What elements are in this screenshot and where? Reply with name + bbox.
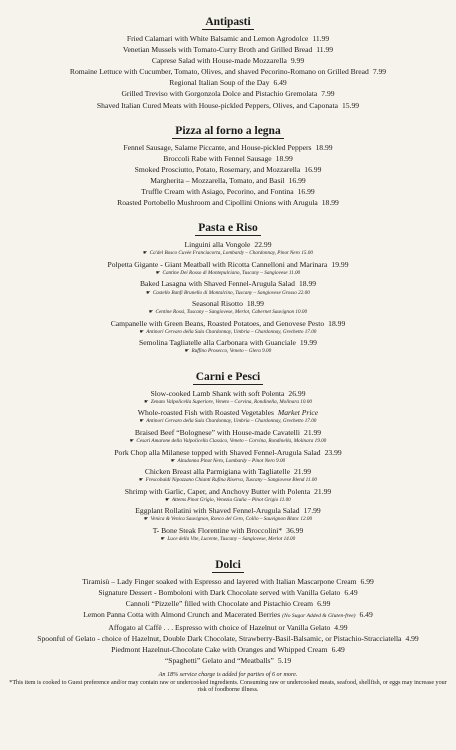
menu-item-price: 6.99 [360, 576, 374, 586]
service-charge-note: An 18% service charge is added for parties of 6 or more. [158, 672, 298, 679]
pointing-hand-icon: ☛ [142, 250, 148, 257]
menu-item-price: 6.49 [344, 587, 358, 597]
menu-item [6, 644, 450, 655]
menu-item-price: 11.99 [316, 45, 334, 55]
menu-item [6, 142, 450, 153]
item-list [6, 388, 450, 543]
menu-item-name: Baked Lasagna with Shaved Fennel-Arugula Salad [139, 279, 295, 289]
wine-pairing [6, 438, 450, 445]
menu-item-price: 21.99 [304, 427, 322, 437]
menu-item-name: Truffle Cream with Asiago, Pecorino, and Fontina [141, 187, 294, 197]
section-title: Pizza al forno a legna [172, 124, 283, 139]
wine-pairing-text: Cesari Amarone della Valpolicella Classico, Veneto – Corvina, Rondinella, Molinara 19.00 [136, 438, 327, 445]
menu-item-price: 21.99 [314, 486, 332, 496]
menu-item-name: Semolina Tagliatelle alla Carbonara with Guanciale [139, 338, 296, 348]
menu-item-name: Tiramisù – Lady Finger soaked with Espresso and layered with Italian Mascarpone Cream [82, 576, 357, 586]
menu-item [6, 466, 450, 477]
section-antipasti [6, 12, 450, 111]
menu-item-name: Seasonal Risotto [192, 299, 243, 308]
menu-item-price: 6.49 [359, 609, 373, 619]
item-list [6, 33, 450, 111]
spacer [6, 545, 450, 555]
menu-item-price: 19.99 [331, 259, 349, 269]
menu-item-price: 18.99 [328, 318, 346, 328]
menu-item-price: 9.99 [290, 56, 305, 66]
menu-item-name: Campanelle with Green Beans, Roasted Potatoes, and Genovese Pesto [110, 318, 325, 328]
pointing-hand-icon: ☛ [144, 398, 149, 405]
section-pizza [6, 121, 450, 209]
wine-pairing-text: Attems Pinot Grigio, Venezia Giulia – Pinot Grigio 11.00 [171, 496, 291, 503]
spacer [6, 208, 450, 218]
spacer [6, 357, 450, 367]
menu-item-price: 16.99 [304, 164, 322, 174]
section-title: Antipasti [202, 15, 253, 30]
menu-item-name: Venetian Mussels with Tomato-Curry Broth and Grilled Bread [122, 45, 313, 55]
pointing-hand-icon: ☛ [165, 496, 170, 503]
menu-item-price: 15.99 [341, 100, 360, 110]
menu-item-price: 18.99 [275, 153, 293, 163]
pointing-hand-icon: ☛ [155, 269, 161, 276]
wine-pairing [6, 536, 450, 543]
menu-item-price: Market Price [277, 408, 319, 418]
menu-item-price: 4.99 [334, 622, 348, 632]
spacer [6, 111, 450, 121]
menu-item [6, 525, 450, 536]
menu-item-price: 6.49 [331, 645, 345, 655]
menu-item-price: 18.99 [246, 299, 264, 308]
menu-item-name: Linguini alla Vongole [184, 240, 251, 250]
menu-item [6, 318, 450, 329]
menu-item [6, 298, 450, 309]
wine-pairing [6, 477, 450, 484]
menu-item [6, 175, 450, 186]
menu-item [6, 197, 450, 208]
pointing-hand-icon: ☛ [160, 536, 166, 543]
wine-pairing [6, 418, 450, 425]
pointing-hand-icon: ☛ [139, 328, 145, 335]
menu-item-price: 17.99 [303, 506, 321, 516]
wine-pairing [6, 516, 450, 523]
menu-item-name: Cannoli “Pizzelle” filled with Chocolate and Pistachio Cream [125, 598, 314, 608]
menu-item [6, 44, 450, 55]
menu-item [6, 66, 450, 77]
menu-item-name: Caprese Salad with House-made Mozzarella [151, 56, 287, 66]
menu-item-price: 16.99 [288, 175, 306, 185]
menu-item [6, 88, 450, 99]
menu-item [6, 278, 450, 289]
wine-pairing [6, 497, 450, 504]
menu-item-name: Pork Chop alla Milanese topped with Shaved Fennel-Arugula Salad [114, 447, 321, 457]
wine-pairing [6, 399, 450, 406]
menu-item-name: Margherita – Mozzarella, Tomato, and Basil [150, 175, 285, 185]
item-list [6, 142, 450, 209]
menu-item [6, 486, 450, 497]
pointing-hand-icon: ☛ [139, 418, 145, 425]
menu-item [6, 77, 450, 88]
menu-item-note: (No Sugar Added & Gluten-free) [282, 612, 356, 619]
section-dolci [6, 555, 450, 667]
menu-item-name: Roasted Portobello Mushroom and Cipollini Onions with Arugula [117, 198, 318, 208]
wine-pairing [6, 458, 450, 465]
menu-item-name: Shaved Italian Cured Meats with House-pickled Peppers, Olives, and Caponata [96, 100, 338, 110]
menu-item [6, 633, 450, 644]
section-title: Carni e Pesci [193, 370, 264, 385]
pointing-hand-icon: ☛ [143, 516, 149, 523]
menu-item-price: 21.99 [293, 467, 312, 477]
pointing-hand-icon: ☛ [129, 438, 135, 445]
menu-item [6, 164, 450, 175]
section-title: Pasta e Riso [195, 221, 260, 236]
wine-pairing-text: Antinori Cervaro della Sala Chardonnay, Umbria – Chardonnay, Grechetto 17.00 [146, 328, 317, 335]
wine-pairing [6, 290, 450, 297]
menu-item-price: 23.99 [324, 447, 342, 457]
footer [6, 672, 450, 695]
menu-item [6, 388, 450, 399]
menu-item-price: 19.99 [299, 338, 317, 348]
menu-item-name: Whole-roasted Fish with Roasted Vegetables [137, 408, 274, 418]
menu-item [6, 100, 450, 111]
section-title: Dolci [212, 558, 244, 573]
pointing-hand-icon: ☛ [139, 477, 144, 484]
menu-item-price: 18.99 [315, 142, 333, 152]
menu-item-name: Romaine Lettuce with Cucumber, Tomato, Olives, and shaved Pecorino-Romano on Grilled Bread [69, 67, 369, 77]
menu-item [6, 427, 450, 438]
menu-item-price: 16.99 [297, 187, 315, 197]
menu-item [6, 609, 450, 622]
menu-item-name: “Spaghetti” Gelato and “Meatballs” [164, 656, 274, 666]
menu-item-name: Shrimp with Garlic, Caper, and Anchovy Butter with Polenta [124, 486, 311, 496]
menu-item [6, 447, 450, 458]
wine-pairing [6, 329, 450, 336]
wine-pairing-text: Ca'del Bosco Cuvée Franciacorta, Lombardy – Chardonnay, Pinot Nero 15.00 [149, 250, 313, 257]
menu-item [6, 598, 450, 609]
menu-item-price: 11.99 [312, 34, 330, 43]
menu-item-name: Chicken Breast alla Parmigiana with Tagliatelle [144, 467, 290, 477]
menu-item-price: 18.99 [298, 279, 317, 289]
menu-item-name: Lemon Panna Cotta with Almond Crunch and Macerated Berries [83, 609, 281, 619]
raw-food-disclaimer: *This item is cooked to Guest preference and/or may contain raw or undercooked ingredients. Consuming raw or undercooked meats, seafood, shellfish, or eggs may increase your risk of foodborne illness. [9, 679, 447, 694]
menu-item [6, 587, 450, 598]
menu-item [6, 186, 450, 197]
menu-item [6, 622, 450, 633]
menu-item-name: Braised Beef “Bolognese” with House-made Cavatelli [134, 427, 301, 437]
menu-item-name: Polpetta Gigante - Giant Meatball with Ricotta Cannelloni and Marinara [107, 259, 328, 269]
wine-pairing [6, 270, 450, 277]
menu-item [6, 239, 450, 250]
menu-item-name: Slow-cooked Lamb Shank with soft Polenta [150, 388, 285, 398]
wine-pairing-text: Altadonna Pinot Nero, Lombardy – Pinot Nero 9.00 [177, 457, 286, 464]
menu-item-name: Piedmont Hazelnut-Chocolate Cake with Oranges and Whipped Cream [111, 645, 328, 655]
menu-item-name: Broccoli Rabe with Fennel Sausage [163, 153, 272, 163]
wine-pairing-text: Antinori Cervaro della Sala Chardonnay, Umbria – Chardonnay, Grechetto 17.00 [146, 418, 317, 425]
section-carni [6, 367, 450, 543]
menu-item-price: 4.99 [405, 634, 419, 643]
menu-item [6, 153, 450, 164]
menu-item-price: 6.99 [317, 598, 331, 608]
pointing-hand-icon: ☛ [146, 289, 151, 296]
wine-pairing-text: Ruffino Prosecco, Veneto – Glera 9.00 [191, 348, 272, 355]
menu-item-name: Smoked Prosciutto, Potato, Rosemary, and Mozzarella [134, 164, 301, 174]
menu-item-name: Fried Calamari with White Balsamic and Lemon Agrodolce [126, 34, 309, 43]
wine-pairing-text: Luce della Vite, Lucente, Tuscany – Sangiovese, Merlot 14.00 [167, 536, 296, 543]
menu-item-name: Fennel Sausage, Salame Piccante, and House-pickled Peppers [123, 142, 312, 152]
menu-item [6, 259, 450, 270]
wine-pairing-text: Venica & Venica Sauvignon, Ronco del Cero, Collio – Sauvignon Blanc 12.00 [150, 516, 313, 523]
menu-item-price: 7.99 [372, 67, 387, 77]
wine-pairing-text: Zenato Valpolicella Superiore, Veneto – Corvina, Rondinella, Molinara 10.00 [150, 398, 312, 405]
menu-item-price: 36.99 [286, 525, 304, 535]
menu-item [6, 55, 450, 66]
menu-item [6, 337, 450, 348]
pointing-hand-icon: ☛ [148, 309, 154, 316]
menu-item [6, 505, 450, 516]
menu-item-name: Affogato al Caffè . . . Espresso with choice of Hazelnut or Vanilla Gelato [108, 622, 331, 632]
wine-pairing-text: Castello Banfi Brunello di Montalcino, Tuscany – Sangiovese Grosso 22.00 [152, 289, 310, 296]
wine-pairing-text: Frescobaldi Nipozzano Chianti Rufina Riserva, Tuscany – Sangiovese Blend 11.00 [145, 477, 317, 484]
section-pasta [6, 218, 450, 355]
menu-item-name: Regional Italian Soup of the Day [169, 78, 270, 88]
wine-pairing [6, 348, 450, 355]
menu-item-name: Eggplant Rollatini with Shaved Fennel-Arugula Salad [135, 506, 300, 516]
menu-item-name: Spoonful of Gelato - choice of Hazelnut, Double Dark Chocolate, Strawberry-Basil-Balsamic, or Pistachio-Stracciatella [37, 634, 402, 643]
menu-item [6, 407, 450, 418]
menu-item-price: 5.19 [277, 656, 292, 666]
menu-item-name: T- Bone Steak Florentine with Broccolini* [152, 525, 283, 535]
menu-item [6, 576, 450, 587]
menu-item-name: Grilled Treviso with Gorgonzola Dolce and Pistachio Gremolata [121, 89, 318, 99]
pointing-hand-icon: ☛ [170, 457, 176, 464]
menu-item-price: 6.49 [273, 78, 287, 88]
item-list [6, 576, 450, 667]
pointing-hand-icon: ☛ [184, 348, 190, 355]
item-list [6, 239, 450, 355]
wine-pairing-text: Centine Rossi, Tuscany – Sangiovese, Merlot, Cabernet Sauvignon 10.00 [155, 309, 308, 316]
menu-item [6, 33, 450, 44]
menu-item-price: 18.99 [321, 198, 339, 208]
wine-pairing-text: Cantine Dei Rosso di Montepulciano, Tuscany – Sangiovese 11.00 [162, 269, 301, 276]
wine-pairing [6, 250, 450, 257]
menu-item-name: Signature Dessert - Bomboloni with Dark Chocolate served with Vanilla Gelato [98, 587, 341, 597]
menu-item-price: 22.99 [254, 240, 272, 250]
menu-item-price: 26.99 [288, 388, 306, 398]
menu-item-price: 7.99 [321, 89, 335, 99]
menu-item [6, 655, 450, 666]
wine-pairing [6, 309, 450, 316]
